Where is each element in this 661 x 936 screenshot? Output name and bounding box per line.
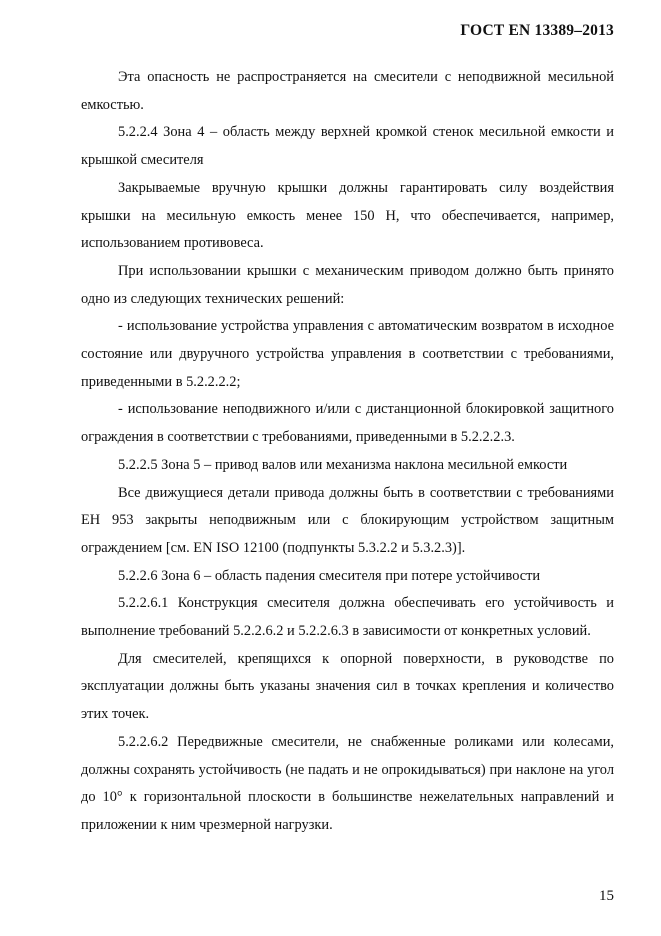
list-item: - использование неподвижного и/или с дистанционной блокировкой защитного ограждения в соответствии с требованиями, приведенными в 5.2.2.2.3. — [81, 401, 614, 446]
section-heading: 5.2.2.4 Зона 4 – область между верхней кромкой стенок месильной емкости и крышкой смесителя — [81, 124, 614, 169]
paragraph: При использовании крышки с механическим приводом должно быть принято одно из следующих технических решений: — [81, 262, 614, 307]
page-number: 15 — [599, 888, 614, 904]
paragraph: 5.2.2.6.1 Конструкция смесителя должна обеспечивать его устойчивость и выполнение требований 5.2.2.6.2 и 5.2.2.6.3 в зависимости от конкретных условий. — [81, 595, 614, 640]
paragraph: Закрываемые вручную крышки должны гарантировать силу воздействия крышки на месильную емкость менее 150 Н, что обеспечивается, например, использованием противовеса. — [81, 179, 614, 252]
paragraph: Все движущиеся детали привода должны быть в соответствии с требованиями ЕН 953 закрыты неподвижным или с блокирующим устройством защитным ограждением [см. EN ISO 12100 (подпункты 5.3.2.2 и 5.3.2.3)]. — [81, 484, 614, 556]
section-heading: 5.2.2.6 Зона 6 – область падения смесителя при потере устойчивости — [118, 567, 541, 584]
list-item: - использование устройства управления с автоматическим возвратом в исходное состояние или двуручного устройства управления в соответствии с требованиями, приведенными в 5.2.2.2.2; — [81, 318, 614, 390]
paragraph: Для смесителей, крепящихся к опорной поверхности, в руководстве по эксплуатации должны быть указаны значения сил в точках крепления и количество этих точек. — [81, 650, 614, 723]
standard-header: ГОСТ EN 13389–2013 — [460, 22, 614, 39]
paragraph: 5.2.2.6.2 Передвижные смесители, не снабженные роликами или колесами, должны сохранять устойчивость (не падать и не опрокидываться) при наклоне на угол до 10° к горизонтальной плоскости в большинстве нежелательных направлений и приложении к ним чрезмерной нагрузки. — [81, 733, 614, 833]
document-body — [81, 64, 614, 840]
paragraph: Эта опасность не распространяется на смесители с неподвижной месильной емкостью. — [81, 69, 614, 113]
section-heading: 5.2.2.5 Зона 5 – привод валов или механизма наклона месильной емкости — [118, 456, 568, 473]
